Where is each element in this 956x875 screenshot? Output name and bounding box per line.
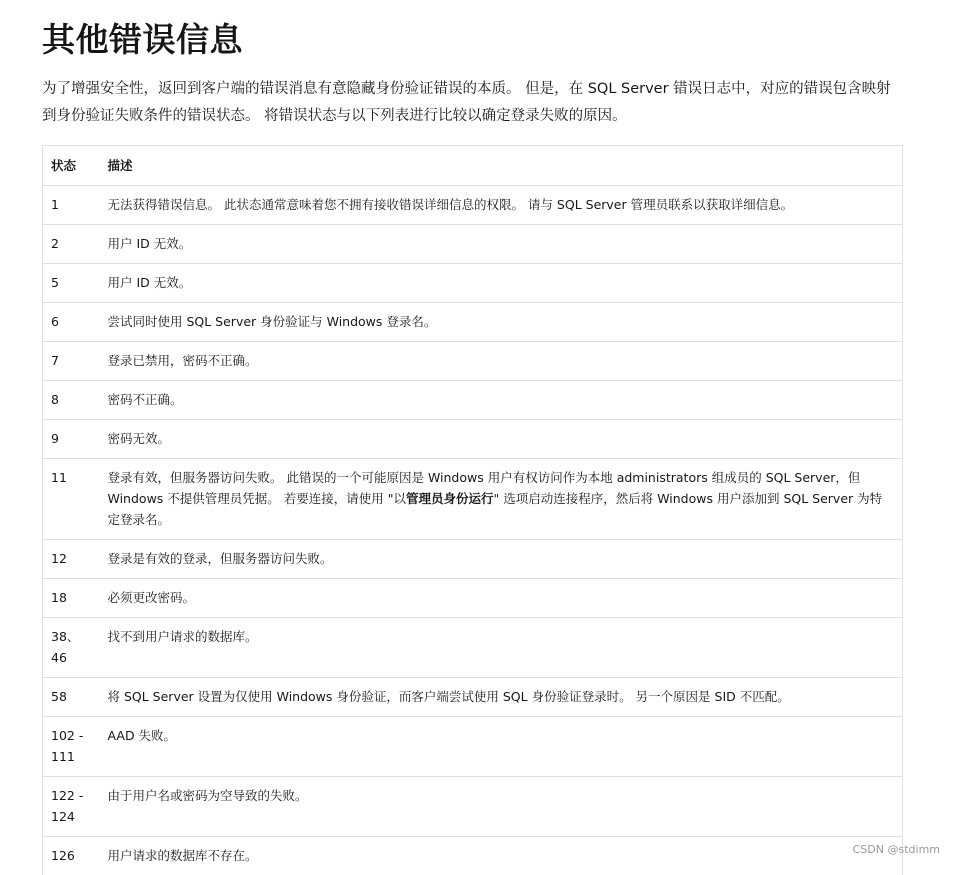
state-cell: 11 [43, 458, 100, 539]
table-header-row [43, 145, 903, 185]
state-cell: 5 [43, 263, 100, 302]
description-text: 登录有效，但服务器访问失败。 此错误的一个可能原因是 Windows 用户有权访问作为本地 administrators 组成员的 SQL Server，但 Windows 不提供管理员凭据。 若要连接，请使用 "以 [107, 469, 861, 506]
intro-paragraph: 为了增强安全性，返回到客户端的错误消息有意隐藏身份验证错误的本质。 但是，在 SQL Server 错误日志中，对应的错误包含映射到身份验证失败条件的错误状态。 将错误状态与以下列表进行比较以确定登录失败的原因。 [42, 81, 891, 124]
column-header-state: 状态 [43, 145, 100, 185]
table-row [43, 539, 903, 578]
description-cell: 由于用户名或密码为空导致的失败。 [100, 776, 903, 836]
table-row [43, 716, 903, 776]
table-row [43, 380, 903, 419]
state-cell: 102 - 111 [43, 716, 100, 776]
state-cell: 6 [43, 302, 100, 341]
state-cell: 126 [43, 836, 100, 875]
description-cell: 密码不正确。 [100, 380, 903, 419]
table-row [43, 776, 903, 836]
description-cell: 登录已禁用，密码不正确。 [100, 341, 903, 380]
state-cell: 8 [43, 380, 100, 419]
table-row [43, 617, 903, 677]
description-cell: 用户请求的数据库不存在。 [100, 836, 903, 875]
table-row [43, 341, 903, 380]
description-cell: 登录是有效的登录，但服务器访问失败。 [100, 539, 903, 578]
table-row [43, 419, 903, 458]
page-title: 其他错误信息 [42, 20, 243, 59]
state-cell: 2 [43, 224, 100, 263]
state-cell: 9 [43, 419, 100, 458]
description-cell: 必须更改密码。 [100, 578, 903, 617]
description-cell: 找不到用户请求的数据库。 [100, 617, 903, 677]
watermark: CSDN @stdimm [852, 843, 940, 856]
article-content [42, 0, 902, 875]
error-state-table [42, 145, 903, 875]
description-cell: 用户 ID 无效。 [100, 224, 903, 263]
state-cell: 7 [43, 341, 100, 380]
description-cell: 将 SQL Server 设置为仅使用 Windows 身份验证，而客户端尝试使用 SQL 身份验证登录时。 另一个原因是 SID 不匹配。 [100, 677, 903, 716]
description-cell: 用户 ID 无效。 [100, 263, 903, 302]
state-cell: 38、46 [43, 617, 100, 677]
description-cell: 尝试同时使用 SQL Server 身份验证与 Windows 登录名。 [100, 302, 903, 341]
description-cell: 无法获得错误信息。 此状态通常意味着您不拥有接收错误详细信息的权限。 请与 SQL Server 管理员联系以获取详细信息。 [100, 185, 903, 224]
state-cell: 18 [43, 578, 100, 617]
description-text: " 选项启动连接程序，然后将 Windows 用户添加到 SQL Server 为特定登录名。 [107, 490, 883, 527]
table-row [43, 263, 903, 302]
table-row [43, 458, 903, 539]
table-row [43, 836, 903, 875]
table-row [43, 677, 903, 716]
table-row [43, 185, 903, 224]
description-cell: 密码无效。 [100, 419, 903, 458]
state-cell: 58 [43, 677, 100, 716]
state-cell: 122 - 124 [43, 776, 100, 836]
table-row [43, 302, 903, 341]
state-cell: 1 [43, 185, 100, 224]
state-cell: 12 [43, 539, 100, 578]
column-header-description: 描述 [100, 145, 903, 185]
description-cell: AAD 失败。 [100, 716, 903, 776]
table-row [43, 224, 903, 263]
run-as-admin-emphasis: 管理员身份运行 [405, 490, 494, 506]
table-row [43, 578, 903, 617]
description-cell [100, 458, 903, 539]
